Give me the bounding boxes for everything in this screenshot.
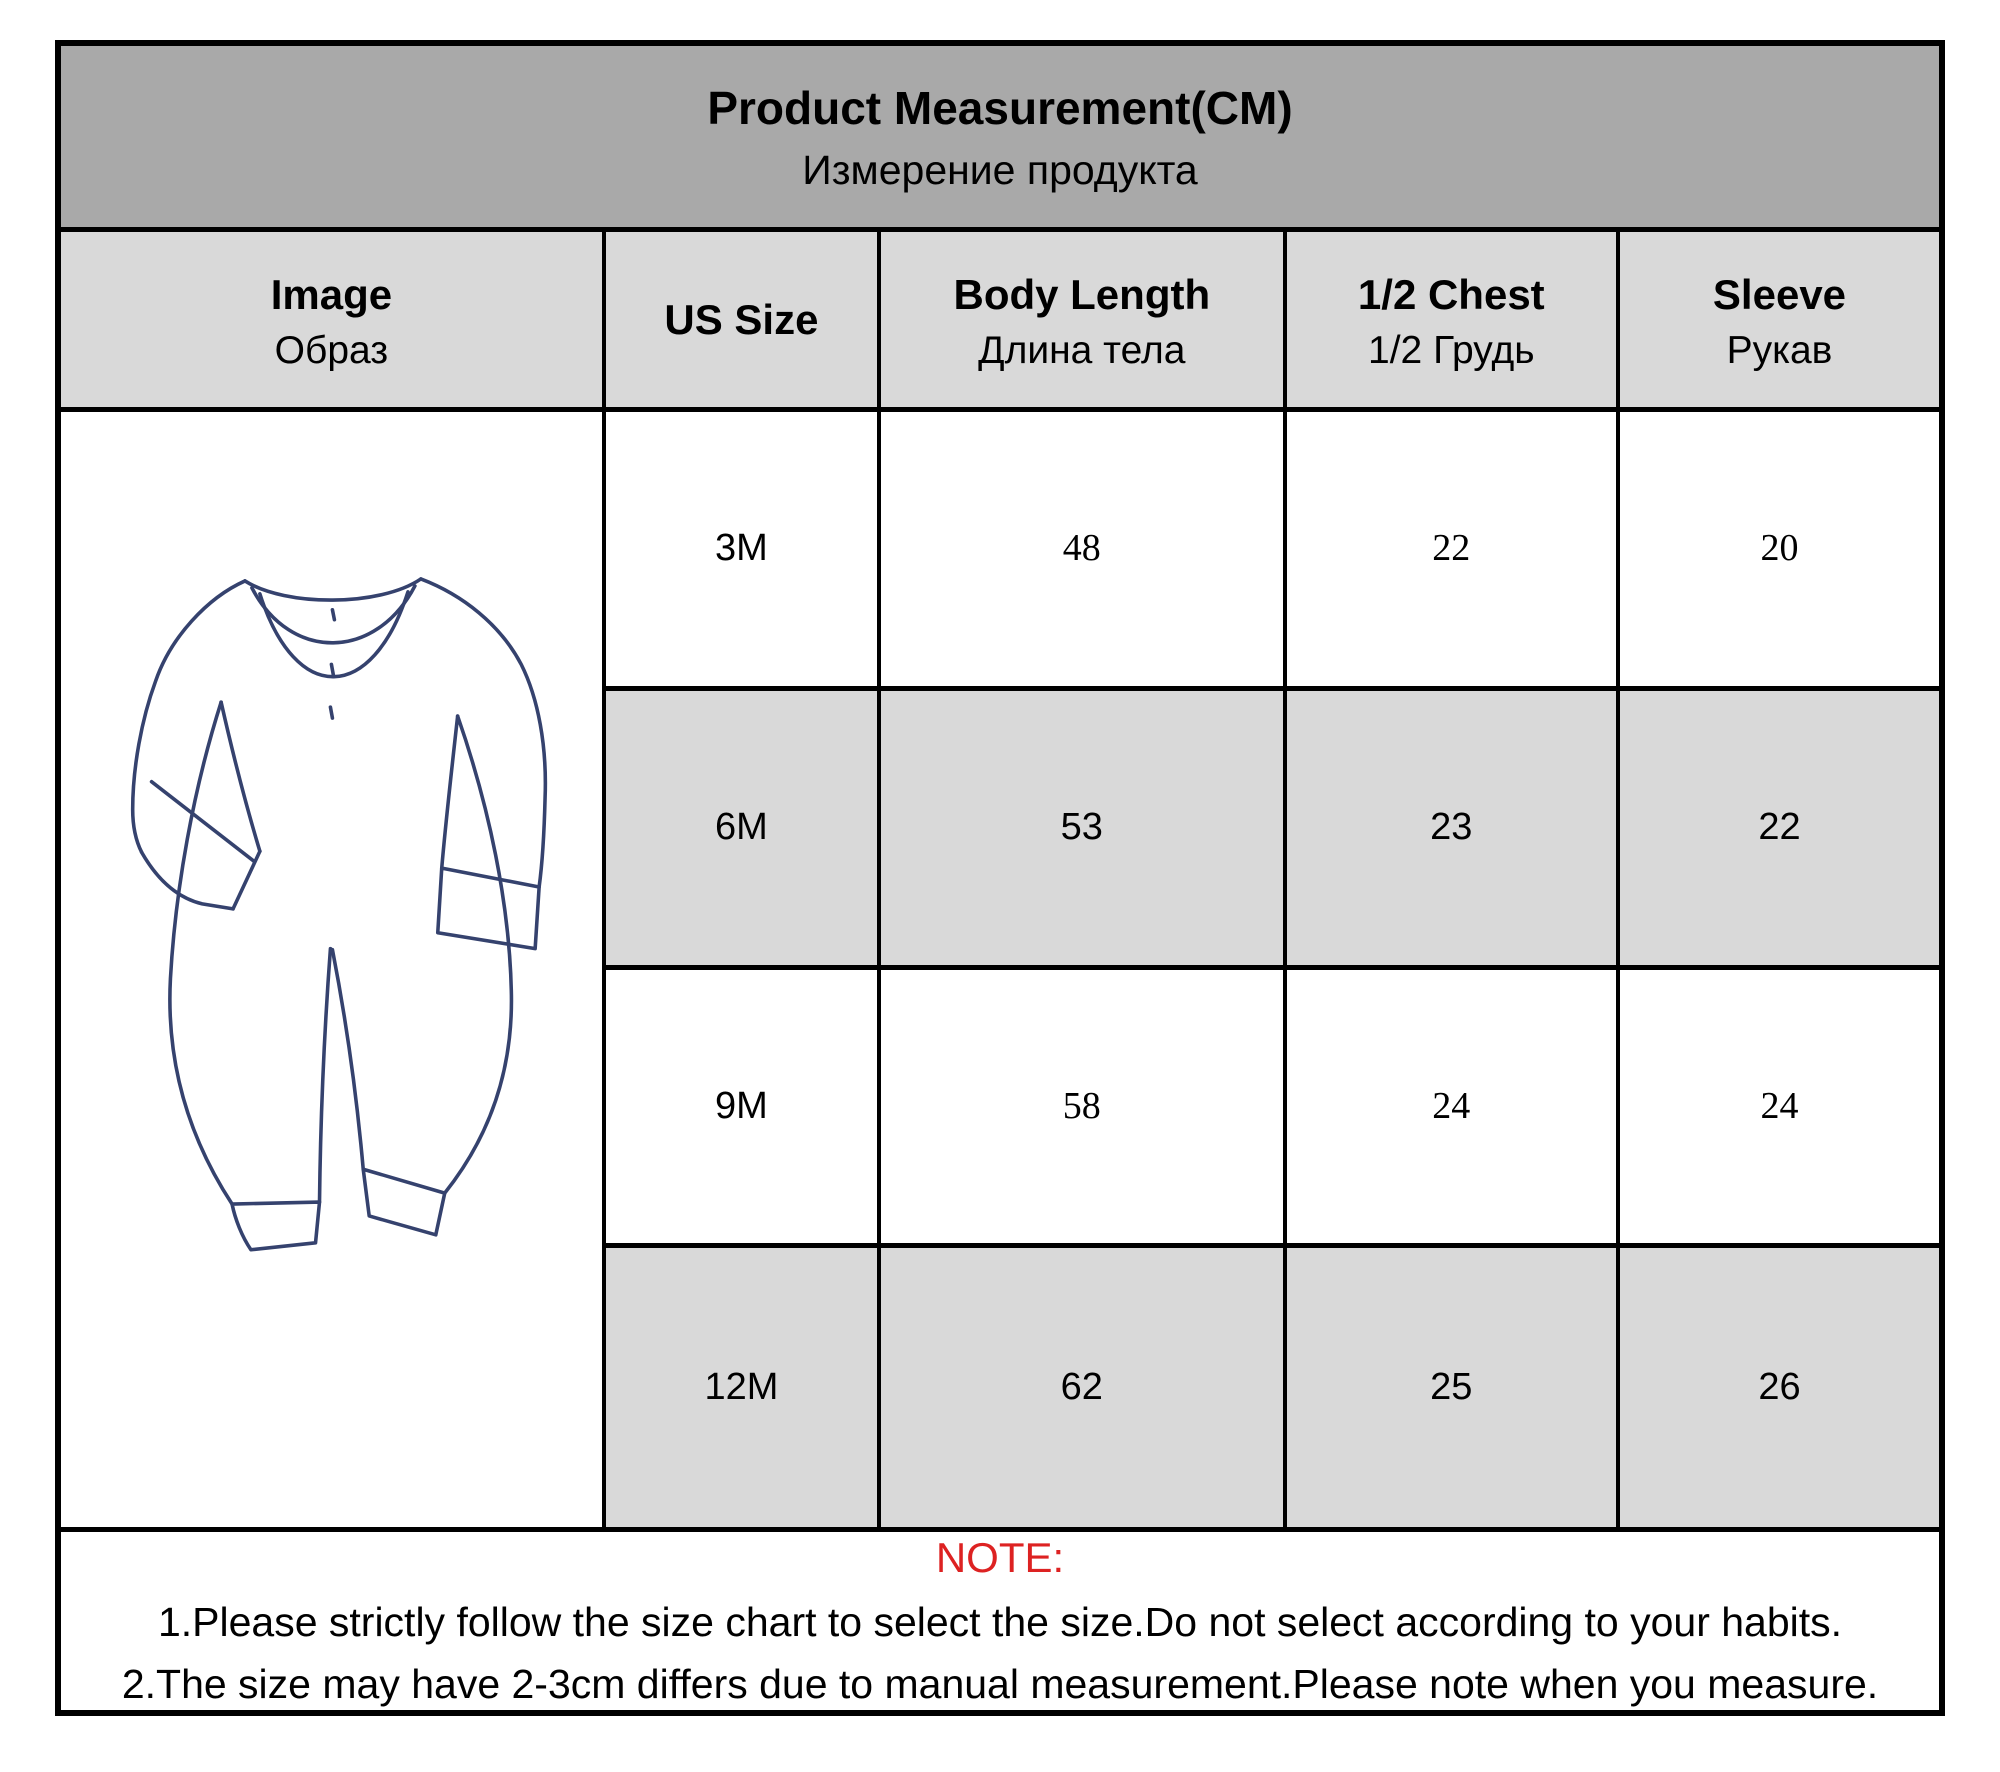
row-9m-half-chest-cell: [1283, 970, 1616, 1249]
row-12m-body-length: 62: [1060, 1365, 1103, 1408]
row-6m-half-chest: 23: [1430, 805, 1473, 848]
column-header-image: [61, 232, 602, 412]
row-6m-sleeve-cell: [1616, 691, 1939, 970]
column-header-half-chest-ru: 1/2 Грудь: [1368, 328, 1535, 372]
row-3m-sleeve: 20: [1760, 527, 1799, 570]
product-image-cell: [61, 412, 602, 1527]
row-3m-size: 3M: [715, 527, 768, 570]
column-header-body-length-ru: Длина тела: [978, 328, 1186, 372]
row-9m-sleeve-cell: [1616, 970, 1939, 1249]
table-title-bar: [61, 46, 1939, 232]
column-header-image-en: Image: [270, 270, 393, 318]
row-3m-size-cell: [602, 412, 877, 691]
row-3m-half-chest-cell: [1283, 412, 1616, 691]
column-header-body-length-en: Body Length: [953, 270, 1211, 318]
baby-romper-outline-icon: [61, 412, 602, 1527]
column-header-half-chest-en: 1/2 Chest: [1357, 270, 1545, 318]
size-chart-table: [55, 40, 1945, 1716]
row-6m-body-length: 53: [1060, 805, 1103, 848]
note-line-1: 1.Please strictly follow the size chart to select the size.Do not select according to your habits.: [157, 1599, 1843, 1646]
row-6m-size: 6M: [715, 805, 768, 848]
column-header-us-size: [602, 232, 877, 412]
note-section: [61, 1527, 1939, 1710]
row-3m-body-length: 48: [1062, 527, 1101, 570]
row-12m-sleeve: 26: [1758, 1365, 1801, 1408]
row-9m-size-cell: [602, 970, 877, 1249]
row-3m-sleeve-cell: [1616, 412, 1939, 691]
row-3m-half-chest: 22: [1432, 527, 1471, 570]
column-header-image-ru: Образ: [274, 328, 389, 372]
row-12m-body-length-cell: [877, 1248, 1283, 1527]
row-6m-half-chest-cell: [1283, 691, 1616, 970]
column-header-us-size-en: US Size: [664, 296, 819, 343]
row-9m-body-length-cell: [877, 970, 1283, 1249]
column-header-sleeve-en: Sleeve: [1712, 270, 1847, 318]
row-12m-half-chest: 25: [1430, 1365, 1473, 1408]
note-label: NOTE:: [935, 1534, 1065, 1582]
row-12m-size-cell: [602, 1248, 877, 1527]
row-3m-body-length-cell: [877, 412, 1283, 691]
row-12m-size: 12M: [704, 1365, 779, 1408]
row-6m-sleeve: 22: [1758, 805, 1801, 848]
column-header-body-length: [877, 232, 1283, 412]
row-9m-body-length: 58: [1062, 1084, 1101, 1127]
row-12m-sleeve-cell: [1616, 1248, 1939, 1527]
note-line-2: 2.The size may have 2-3cm differs due to manual measurement.Please note when you measure.: [121, 1661, 1879, 1708]
row-9m-sleeve: 24: [1760, 1084, 1799, 1127]
table-title-ru: Измерение продукта: [802, 147, 1198, 194]
row-9m-size: 9M: [715, 1084, 768, 1127]
column-header-half-chest: [1283, 232, 1616, 412]
row-9m-half-chest: 24: [1432, 1084, 1471, 1127]
row-6m-size-cell: [602, 691, 877, 970]
table-title-en: Product Measurement(CM): [707, 82, 1293, 135]
row-6m-body-length-cell: [877, 691, 1283, 970]
row-12m-half-chest-cell: [1283, 1248, 1616, 1527]
column-header-sleeve: [1616, 232, 1939, 412]
column-header-sleeve-ru: Рукав: [1726, 328, 1833, 372]
